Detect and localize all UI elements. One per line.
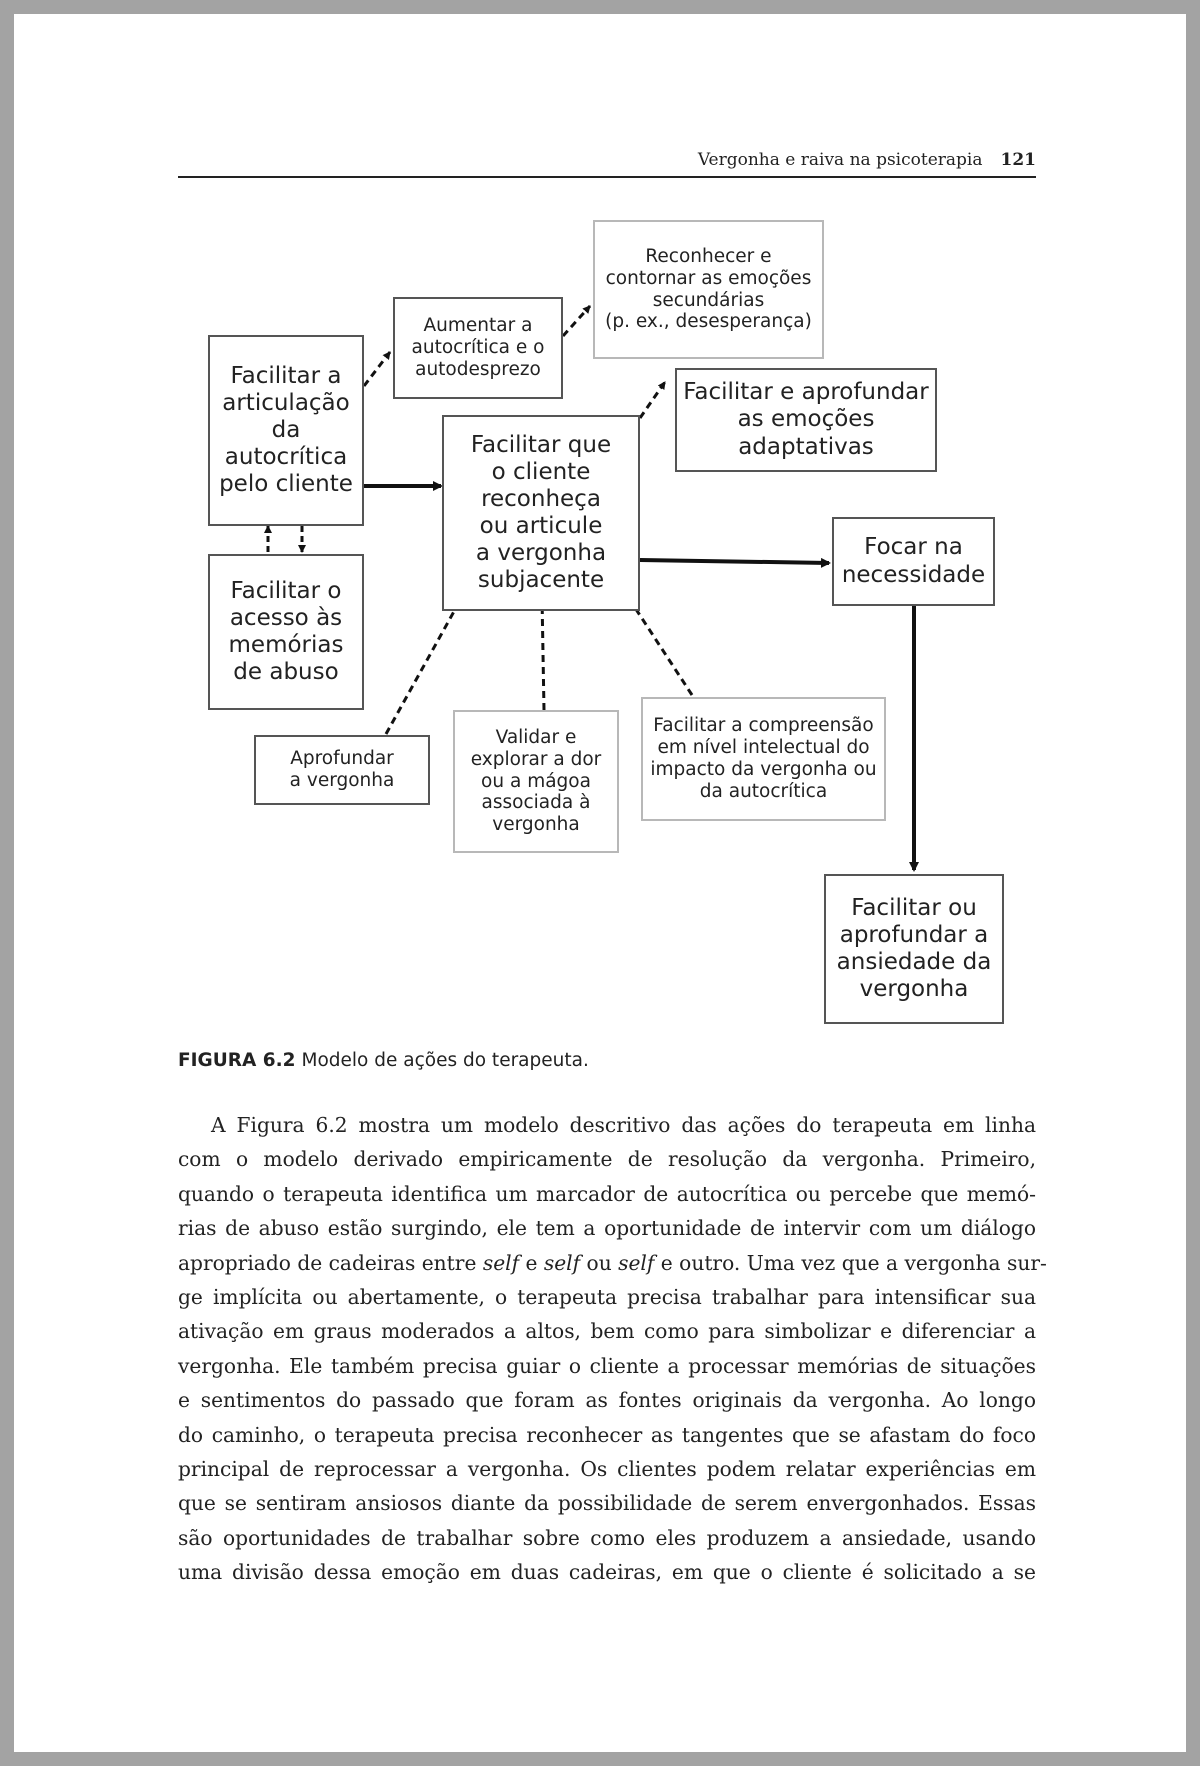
arrow-compreensao-to-central xyxy=(628,597,692,695)
box-focar-text: Focar na necessidade xyxy=(841,534,986,588)
box-aumentar-text: Aumentar a autocrítica e o autodesprezo xyxy=(411,315,545,380)
body-paragraph xyxy=(178,1108,1047,1589)
text-line-with-italics xyxy=(178,1246,1047,1280)
text-line: principal de reprocessar a vergonha. Os clientes podem relatar experiências em xyxy=(178,1456,1036,1481)
box-compreensao-text: Facilitar a compreensão em nível intelectual do impacto da vergonha ou da autocrítica xyxy=(650,715,877,802)
arrow-central-to-aprofundar-emocoes xyxy=(640,382,665,418)
text-line: que se sentiram ansiosos diante da possibilidade de serem envergonhados. Essas xyxy=(178,1491,1036,1516)
text-line: rias de abuso estão surgindo, ele tem a oportunidade de intervir com um diálogo xyxy=(178,1216,1036,1241)
arrow-aprofundar-to-central xyxy=(386,597,462,734)
box-articulacao-text: Facilitar a articulação da autocrítica pelo cliente xyxy=(219,362,353,498)
text-line: A Figura 6.2 mostra um modelo descritivo das ações do terapeuta em linha xyxy=(211,1113,1036,1137)
box-focar-necessidade xyxy=(832,517,995,606)
italic-self: self xyxy=(618,1250,655,1275)
figure-caption xyxy=(178,1050,589,1071)
box-ansiedade-vergonha xyxy=(824,874,1004,1024)
text-line: do caminho, o terapeuta precisa reconhecer as tangentes que se afastam do foco xyxy=(178,1422,1036,1447)
box-acesso-text: Facilitar o acesso às memórias de abuso xyxy=(228,577,344,686)
text-fragment: apropriado de cadeiras entre xyxy=(178,1250,477,1275)
arrow-central-to-focar xyxy=(640,560,829,563)
text-line: ge implícita ou abertamente, o terapeuta precisa trabalhar para intensificar sua xyxy=(178,1284,1036,1309)
box-aumentar-autocritica xyxy=(393,297,563,399)
box-reconhecer-text: Reconhecer e contornar as emoções secundárias (p. ex., desesperança) xyxy=(605,245,812,333)
text-fragment: ou xyxy=(586,1250,612,1275)
box-central-text: Facilitar que o cliente reconheça ou articule a vergonha subjacente xyxy=(470,431,612,594)
box-aprofundar-vergonha-text: Aprofundar a vergonha xyxy=(289,748,395,791)
box-articulacao xyxy=(208,335,364,526)
text-line: quando o terapeuta identifica um marcador de autocrítica ou percebe que memó- xyxy=(178,1181,1036,1206)
text-line: uma divisão dessa emoção em duas cadeiras, em que o cliente é solicitado a se xyxy=(178,1560,1036,1585)
text-line: são oportunidades de trabalhar sobre como eles produzem a ansiedade, usando xyxy=(178,1525,1036,1550)
text-line: ativação em graus moderados a altos, bem como para simbolizar e diferenciar a xyxy=(178,1319,1036,1344)
box-ansiedade-text: Facilitar ou aprofundar a ansiedade da vergonha xyxy=(836,894,992,1003)
text-fragment: e xyxy=(525,1250,538,1275)
text-line: e sentimentos do passado que foram as fontes originais da vergonha. Ao longo xyxy=(178,1388,1036,1413)
figure-label: FIGURA 6.2 xyxy=(178,1050,296,1071)
italic-self: self xyxy=(543,1250,581,1275)
box-validar-dor xyxy=(453,710,619,853)
arrow-validar-to-central xyxy=(542,597,544,710)
text-fragment: e outro. Uma vez que a vergonha sur- xyxy=(660,1250,1047,1275)
box-compreensao-intelectual xyxy=(641,697,886,821)
figure-caption-text: Modelo de ações do terapeuta. xyxy=(301,1050,589,1071)
box-acesso-memorias xyxy=(208,554,364,710)
box-aprofundar-emocoes xyxy=(675,368,937,472)
running-title: Vergonha e raiva na psicoterapia xyxy=(697,150,983,170)
box-reconhecer-secundarias xyxy=(593,220,824,359)
text-line: com o modelo derivado empiricamente de resolução da vergonha. Primeiro, xyxy=(178,1147,1036,1172)
arrow-aumentar-to-reconhecer xyxy=(563,306,590,336)
box-validar-text: Validar e explorar a dor ou a mágoa associada à vergonha xyxy=(470,726,602,836)
text-line: vergonha. Ele também precisa guiar o cliente a processar memórias de situações xyxy=(178,1353,1036,1378)
arrow-articulacao-to-aumentar xyxy=(364,352,390,386)
box-aprofundar-emocoes-text: Facilitar e aprofundar as emoções adaptativas xyxy=(683,379,929,460)
italic-self: self xyxy=(482,1250,520,1275)
page-number: 121 xyxy=(1000,150,1036,170)
box-aprofundar-vergonha xyxy=(254,735,430,805)
box-central-vergonha xyxy=(442,415,640,611)
